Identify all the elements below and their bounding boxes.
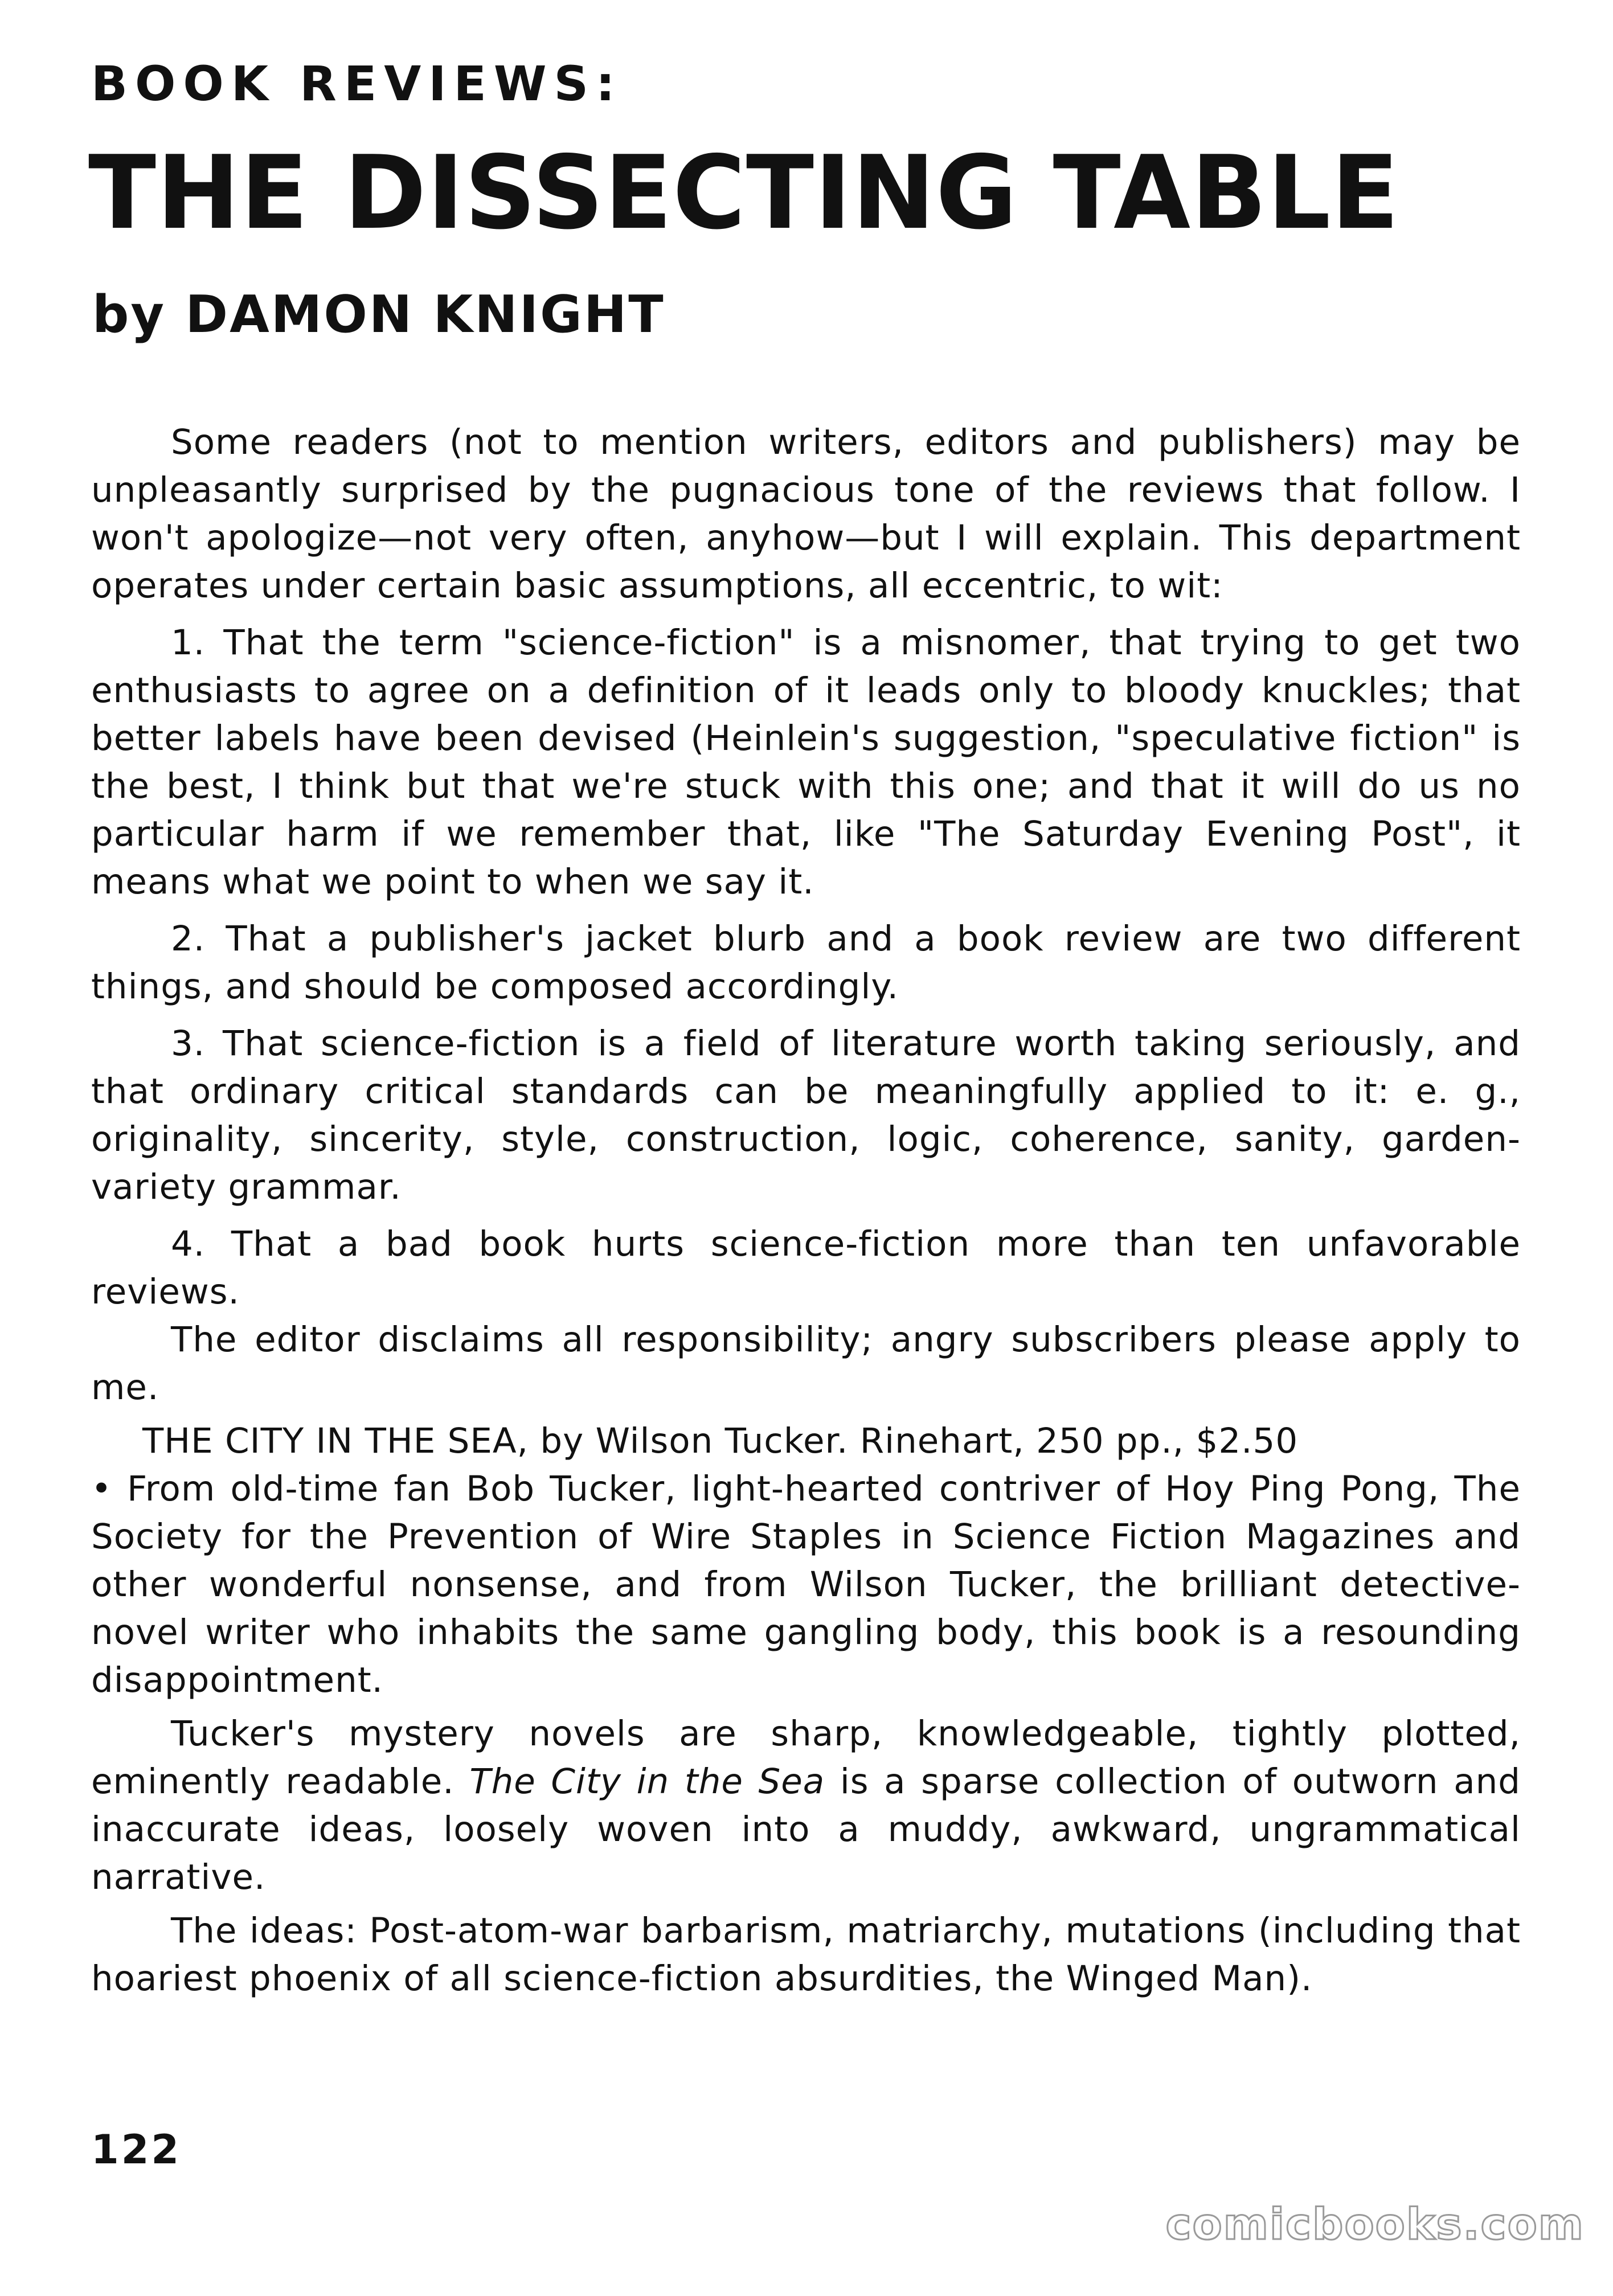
article-title: THE DISSECTING TABLE — [88, 134, 1400, 252]
assumption-1: 1. That the term "science-fiction" is a misnomer, that trying to get two enthusiasts to agree on a definition of it leads only to bloody knuckles; that better labels have been devised (Heinlein's suggestion, "speculative fiction" is the best, I think but that we're stuck with this one; and that it will do us no particular harm if we remember that, like "The Saturday Evening Post", it means what we point to when we say it. — [91, 622, 1521, 902]
review-book-title-italic: The City in the Sea — [469, 1761, 825, 1802]
assumption-2: 2. That a publisher's jacket blurb and a book review are two different things, and should be composed accordingly. — [91, 919, 1521, 1007]
article-body — [91, 419, 1521, 2003]
page-number: 122 — [91, 2126, 182, 2173]
review-lead-paragraph: • From old-time fan Bob Tucker, light-hearted contriver of Hoy Ping Pong, The Society for the Prevention of Wire Staples in Science Fiction Magazines and other wonderful nonsense, and from Wilson Tucker, the brilliant detective-novel writer who inhabits the same gangling body, this book is a resounding disappointment. — [91, 1469, 1521, 1700]
assumption-4: 4. That a bad book hurts science-fiction more than ten unfavorable reviews. — [91, 1224, 1521, 1312]
disclaimer-paragraph: The editor disclaims all responsibility; angry subscribers please apply to me. — [91, 1319, 1521, 1408]
review-book-line: THE CITY IN THE SEA, by Wilson Tucker. Rinehart, 250 pp., $2.50 — [142, 1421, 1299, 1461]
review-paragraph-2-start: Tucker's mystery novels are sharp, knowledgeable, tightly plotted, eminently readable. — [91, 1713, 1521, 1802]
section-kicker: BOOK REVIEWS: — [91, 56, 623, 112]
intro-paragraph: Some readers (not to mention writers, editors and publishers) may be unpleasantly surprised by the pugnacious tone of the reviews that follow. I won't apologize—not very often, anyhow—but I will explain. This department operates under certain basic assumptions, all eccentric, to wit: — [91, 422, 1521, 606]
review-paragraph-2 — [91, 1710, 1521, 1901]
review-paragraph-3: The ideas: Post-atom-war barbarism, matriarchy, mutations (including that hoariest phoenix of all science-fiction absurdities, the Winged Man). — [91, 1910, 1521, 1999]
source-watermark: comicbooks.com — [1165, 2199, 1585, 2249]
assumption-3: 3. That science-fiction is a field of literature worth taking seriously, and that ordinary critical standards can be meaningfully applied to it: e. g., originality, sincerity, style, construction, logic, coherence, sanity, garden-variety grammar. — [91, 1023, 1521, 1207]
author-byline: by DAMON KNIGHT — [92, 285, 665, 345]
review-paragraph-2-end: is a sparse collection of outworn and inaccurate ideas, loosely woven into a muddy, awkward, ungrammatical narrative. — [91, 1761, 1521, 1897]
